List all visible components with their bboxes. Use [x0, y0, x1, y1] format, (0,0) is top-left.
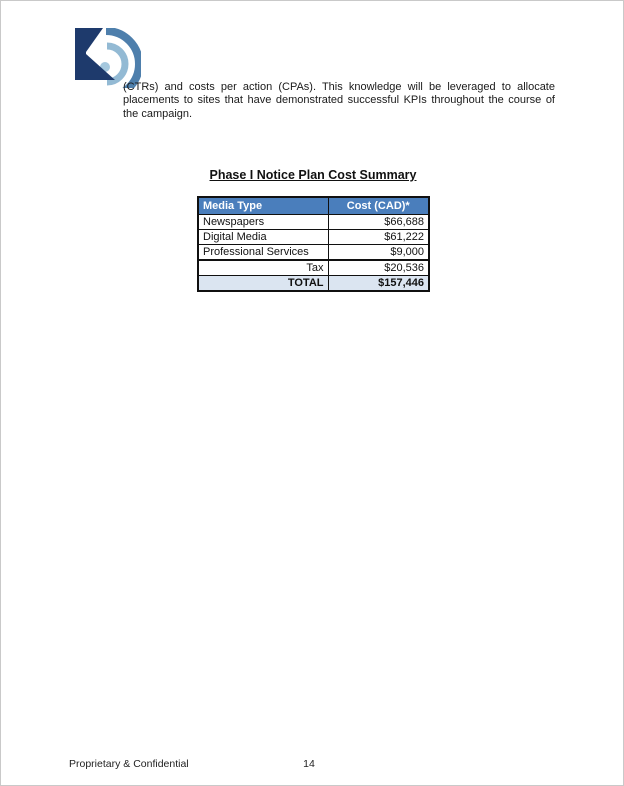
cost-summary-table	[197, 196, 430, 292]
row-value: $20,536	[328, 260, 429, 276]
row-label: Professional Services	[198, 244, 328, 260]
row-value: $9,000	[328, 244, 429, 260]
row-value: $157,446	[328, 275, 429, 291]
cost-summary-heading: Phase I Notice Plan Cost Summary	[209, 168, 417, 182]
footer-confidential-label: Proprietary & Confidential	[69, 758, 189, 770]
table-row-total	[198, 275, 429, 291]
company-logo	[75, 28, 141, 88]
table-row-newspapers	[198, 214, 429, 229]
row-label: Digital Media	[198, 229, 328, 244]
footer-page-number: 14	[303, 758, 315, 770]
table-row-digital-media	[198, 229, 429, 244]
row-label: Tax	[198, 260, 328, 276]
header-media-type: Media Type	[198, 197, 328, 214]
row-value: $61,222	[328, 229, 429, 244]
table-row-tax	[198, 260, 429, 276]
body-paragraph: (CTRs) and costs per action (CPAs). This knowledge will be leveraged to allocate placements to sites that have demonstrated successful KPIs throughout the course of the campaign.	[123, 81, 555, 120]
header-cost-cad: Cost (CAD)*	[328, 197, 429, 214]
row-label: Newspapers	[198, 214, 328, 229]
table-header-row	[198, 197, 429, 214]
table-row-professional-services	[198, 244, 429, 260]
km-logo-icon	[75, 28, 141, 88]
row-label: TOTAL	[198, 275, 328, 291]
row-value: $66,688	[328, 214, 429, 229]
